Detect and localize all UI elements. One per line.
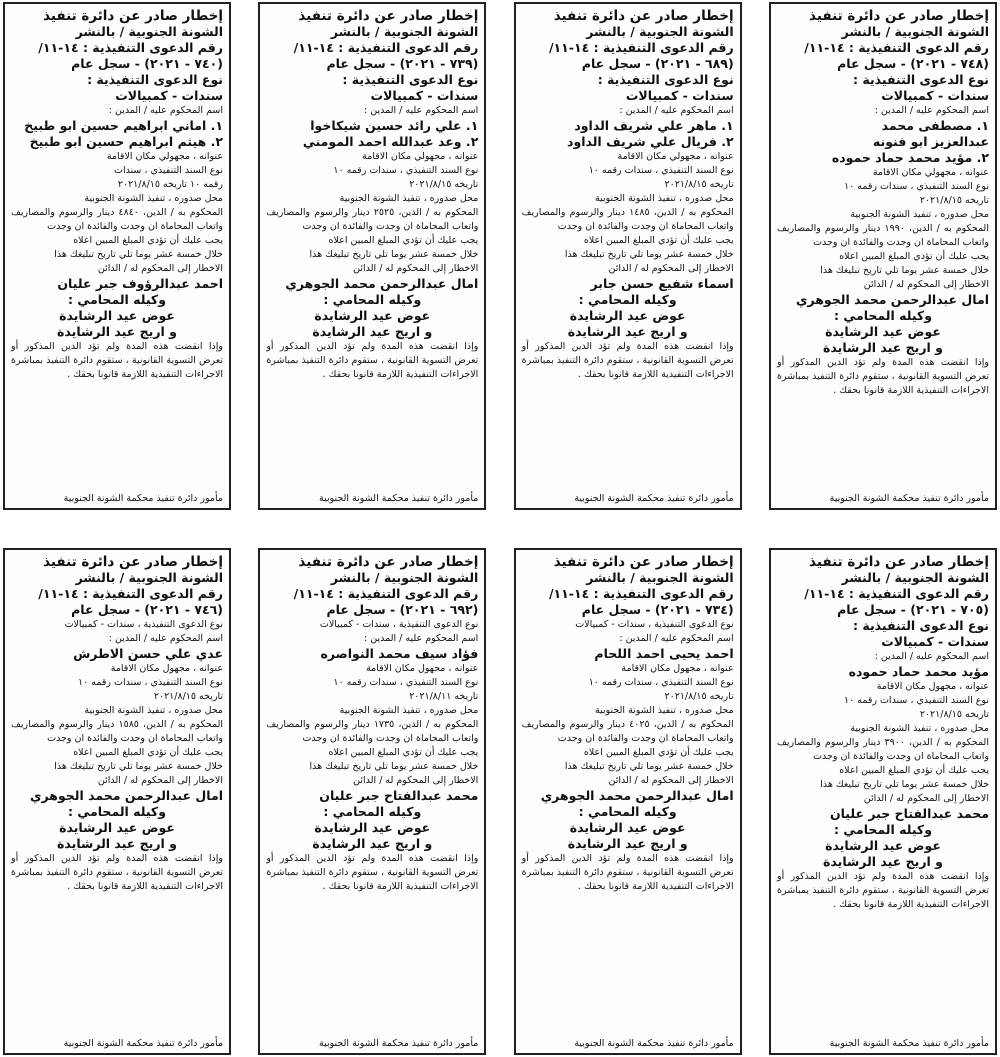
debtor-label: اسم المحكوم عليه / المدين : xyxy=(364,105,479,116)
debtor-address: عنوانه ، مجهول مكان الاقامة xyxy=(366,663,479,674)
signature-footer: مأمور دائرة تنفيذ محكمة الشونة الجنوبية xyxy=(829,493,989,504)
lawyer-name: و اريج عيد الرشايدة xyxy=(823,854,943,869)
debtor-label: اسم المحكوم عليه / المدين : xyxy=(619,633,734,644)
enforcement-warning: وإذا انقضت هذه المدة ولم تؤد الدين المذكور أو تعرض التسوية القانونية ، ستقوم دائرة التنفيذ بمباشرة الاجراءات التنفيذية اللازمة قانونا بحقك . xyxy=(521,853,734,892)
case-type-label: نوع الدعوى التنفيذية : xyxy=(853,72,989,87)
lawyer-name: و اريج عيد الرشايدة xyxy=(312,324,433,339)
lawyer-label: وكيله المحامي : xyxy=(68,804,166,819)
document-source: محل صدوره ، تنفيذ الشونة الجنوبية xyxy=(84,193,223,204)
lawyer-label: وكيله المحامي : xyxy=(578,804,677,819)
lawyer-label: وكيله المحامي : xyxy=(68,292,166,307)
card-spacer xyxy=(522,382,734,492)
lawyer-label: وكيله المحامي : xyxy=(833,308,932,323)
notice-court: الشونة الجنوبية / بالنشر xyxy=(75,570,223,585)
payment-deadline: خلال خمسة عشر يوما تلي تاريخ تبليغك هذا xyxy=(820,265,989,276)
payment-instruction: يجب عليك أن تؤدي المبلغ المبين اعلاه xyxy=(328,747,479,758)
case-type-label: نوع الدعوى التنفيذية : xyxy=(342,72,479,87)
case-number: رقم الدعوى التنفيذية : ١٤-١١/ xyxy=(38,586,223,601)
debtor-name: فؤاد سيف محمد النواصره xyxy=(320,646,479,661)
notice-title: إخطار صادر عن دائرة تنفيذ xyxy=(298,554,479,570)
case-type: سندات - كمبيالات xyxy=(115,88,223,103)
case-number: رقم الدعوى التنفيذية : ١٤-١١/ xyxy=(293,586,479,601)
case-type-label: نوع الدعوى التنفيذية : xyxy=(597,72,734,87)
debtor-address: عنوانه ، مجهولي مكان الاقامة xyxy=(362,151,479,162)
signature-footer: مأمور دائرة تنفيذ محكمة الشونة الجنوبية xyxy=(319,493,479,504)
document-date: تاريخه ٢٠٢١/٨/١٥ xyxy=(409,179,479,190)
creditor-label: الاخطار إلى المحكوم له / الدائن xyxy=(353,775,479,786)
signature-footer: مأمور دائرة تنفيذ محكمة الشونة الجنوبية xyxy=(574,1038,734,1049)
case-number: رقم الدعوى التنفيذية : ١٤-١١/ xyxy=(804,586,989,601)
notice-title: إخطار صادر عن دائرة تنفيذ xyxy=(553,554,734,570)
notice-card xyxy=(514,548,742,1055)
debtor-name: عبدالعزيز ابو فنونه xyxy=(872,134,989,149)
judgment-amount: المحكوم به / الدين، ١٤٨٥ دينار والرسوم والمصاريف واتعاب المحاماة ان وجدت والفائدة ان وجدت xyxy=(521,207,734,232)
case-year: (٧٣٤ - ٢٠٢١) - سجل عام xyxy=(581,602,734,617)
notice-court: الشونة الجنوبية / بالنشر xyxy=(75,24,223,39)
lawyer-label: وكيله المحامي : xyxy=(323,804,422,819)
document-source: محل صدوره ، تنفيذ الشونة الجنوبية xyxy=(595,193,734,204)
notice-card xyxy=(3,2,231,510)
document-type: نوع السند التنفيذي ، سندات رقمه ١٠ xyxy=(844,181,989,192)
signature-footer: مأمور دائرة تنفيذ محكمة الشونة الجنوبية xyxy=(829,1038,989,1049)
document-type: نوع السند التنفيذي ، سندات رقمه ١٠ xyxy=(333,165,479,176)
signature-footer: مأمور دائرة تنفيذ محكمة الشونة الجنوبية xyxy=(63,493,223,504)
card-spacer xyxy=(777,398,989,492)
creditor-label: الاخطار إلى المحكوم له / الدائن xyxy=(97,263,223,274)
lawyer-name: عوض عيد الرشايدة xyxy=(59,308,175,323)
document-type: نوع السند التنفيذي ، سندات رقمه ١٠ xyxy=(588,165,734,176)
document-source: محل صدوره ، تنفيذ الشونة الجنوبية xyxy=(850,723,989,734)
creditor-name: امال عبدالرحمن محمد الجوهري xyxy=(285,276,479,291)
debtor-address: عنوانه ، مجهولي مكان الاقامة xyxy=(106,151,223,162)
notice-court: الشونة الجنوبية / بالنشر xyxy=(330,570,479,585)
notice-title: إخطار صادر عن دائرة تنفيذ xyxy=(553,8,734,24)
creditor-name: محمد عبدالفتاح جبر عليان xyxy=(829,806,989,821)
notice-card xyxy=(3,548,231,1055)
document-source: محل صدوره ، تنفيذ الشونة الجنوبية xyxy=(339,193,479,204)
document-date: تاريخه ٢٠٢١/٨/١٥ xyxy=(919,195,989,206)
case-type: سندات - كمبيالات xyxy=(370,88,479,103)
debtor-address: عنوانه ، مجهول مكان الاقامة xyxy=(621,663,734,674)
creditor-label: الاخطار إلى المحكوم له / الدائن xyxy=(608,775,734,786)
payment-instruction: يجب عليك أن تؤدي المبلغ المبين اعلاه xyxy=(839,765,989,776)
notice-court: الشونة الجنوبية / بالنشر xyxy=(586,24,734,39)
case-type-label: نوع الدعوى التنفيذية : xyxy=(87,72,223,87)
payment-deadline: خلال خمسة عشر يوما تلي تاريخ تبليغك هذا xyxy=(564,249,734,260)
payment-deadline: خلال خمسة عشر يوما تلي تاريخ تبليغك هذا xyxy=(820,779,989,790)
case-number: رقم الدعوى التنفيذية : ١٤-١١/ xyxy=(548,586,734,601)
card-spacer xyxy=(11,382,223,492)
lawyer-label: وكيله المحامي : xyxy=(323,292,422,307)
case-year: (٧٤٠ - ٢٠٢١) - سجل عام xyxy=(71,56,223,71)
lawyer-name: عوض عيد الرشايدة xyxy=(314,308,431,323)
document-date: رقمه ١٠ تاريخه ٢٠٢١/٨/١٥ xyxy=(117,179,223,190)
enforcement-warning: وإذا انقضت هذه المدة ولم تؤد الدين المذكور أو تعرض التسوية القانونية ، ستقوم دائرة التنفيذ بمباشرة الاجراءات التنفيذية اللازمة قانونا بحقك . xyxy=(11,853,223,892)
document-date: تاريخه ٢٠٢١/٨/١٥ xyxy=(664,691,734,702)
debtor-name: احمد يحيى احمد اللحام xyxy=(594,646,734,661)
payment-deadline: خلال خمسة عشر يوما تلي تاريخ تبليغك هذا xyxy=(309,249,479,260)
lawyer-name: و اريج عيد الرشايدة xyxy=(312,836,433,851)
signature-footer: مأمور دائرة تنفيذ محكمة الشونة الجنوبية xyxy=(63,1038,223,1049)
payment-instruction: يجب عليك أن تؤدي المبلغ المبين اعلاه xyxy=(583,747,734,758)
creditor-label: الاخطار إلى المحكوم له / الدائن xyxy=(608,263,734,274)
debtor-name: مؤيد محمد حماد حموده xyxy=(848,664,989,679)
lawyer-name: و اريج عيد الرشايدة xyxy=(567,324,688,339)
enforcement-warning: وإذا انقضت هذه المدة ولم تؤد الدين المذكور أو تعرض التسوية القانونية ، ستقوم دائرة التنفيذ بمباشرة الاجراءات التنفيذية اللازمة قانونا بحقك . xyxy=(776,357,989,396)
debtor-name: عدي علي حسن الاطرش xyxy=(73,646,223,661)
debtor-name: ١. ماهر علي شريف الداود xyxy=(574,118,734,133)
document-date: تاريخه ٢٠٢١/٨/١٥ xyxy=(664,179,734,190)
debtor-name: ٢. فريال علي شريف الداود xyxy=(567,134,734,149)
debtor-address: عنوانه ، مجهول مكان الاقامة xyxy=(110,663,223,674)
lawyer-name: عوض عيد الرشايدة xyxy=(314,820,431,835)
lawyer-name: عوض عيد الرشايدة xyxy=(569,308,686,323)
debtor-label: اسم المحكوم عليه / المدين : xyxy=(619,105,734,116)
document-source: محل صدوره ، تنفيذ الشونة الجنوبية xyxy=(339,705,479,716)
creditor-name: احمد عبدالرؤوف جبر عليان xyxy=(57,276,223,291)
document-source: محل صدوره ، تنفيذ الشونة الجنوبية xyxy=(595,705,734,716)
case-type: سندات - كمبيالات xyxy=(881,88,989,103)
card-spacer xyxy=(266,382,478,492)
debtor-name: ١. اماني ابراهيم حسين ابو طبيخ xyxy=(24,118,223,133)
document-date: تاريخه ٢٠٢١/٨/١١ xyxy=(409,691,479,702)
case-type-label: نوع الدعوى التنفيذية ، سندات - كمبيالات xyxy=(319,619,479,630)
case-type: سندات - كمبيالات xyxy=(881,634,989,649)
creditor-name: امال عبدالرحمن محمد الجوهري xyxy=(540,788,734,803)
creditor-label: الاخطار إلى المحكوم له / الدائن xyxy=(97,775,223,786)
debtor-address: عنوانه ، مجهول مكان الاقامة xyxy=(876,681,989,692)
payment-deadline: خلال خمسة عشر يوما تلي تاريخ تبليغك هذا xyxy=(309,761,479,772)
payment-instruction: يجب عليك أن تؤدي المبلغ المبين اعلاه xyxy=(583,235,734,246)
lawyer-name: و اريج عيد الرشايدة xyxy=(57,324,177,339)
creditor-label: الاخطار إلى المحكوم له / الدائن xyxy=(353,263,479,274)
payment-instruction: يجب عليك أن تؤدي المبلغ المبين اعلاه xyxy=(328,235,479,246)
document-type: نوع السند التنفيذي ، سندات رقمه ١٠ xyxy=(78,677,223,688)
enforcement-warning: وإذا انقضت هذه المدة ولم تؤد الدين المذكور أو تعرض التسوية القانونية ، ستقوم دائرة التنفيذ بمباشرة الاجراءات التنفيذية اللازمة قانونا بحقك . xyxy=(266,341,479,380)
creditor-label: الاخطار إلى المحكوم له / الدائن xyxy=(863,793,989,804)
enforcement-warning: وإذا انقضت هذه المدة ولم تؤد الدين المذكور أو تعرض التسوية القانونية ، ستقوم دائرة التنفيذ بمباشرة الاجراءات التنفيذية اللازمة قانونا بحقك . xyxy=(521,341,734,380)
enforcement-warning: وإذا انقضت هذه المدة ولم تؤد الدين المذكور أو تعرض التسوية القانونية ، ستقوم دائرة التنفيذ بمباشرة الاجراءات التنفيذية اللازمة قانونا بحقك . xyxy=(11,341,223,380)
document-type: نوع السند التنفيذي ، سندات xyxy=(114,165,223,176)
debtor-address: عنوانه ، مجهولي مكان الاقامة xyxy=(617,151,734,162)
debtor-label: اسم المحكوم عليه / المدين : xyxy=(108,105,223,116)
case-year: (٧٣٩ - ٢٠٢١) - سجل عام xyxy=(326,56,479,71)
notice-court: الشونة الجنوبية / بالنشر xyxy=(586,570,734,585)
card-spacer xyxy=(522,894,734,1037)
case-year: (٦٩٢ - ٢٠٢١) - سجل عام xyxy=(326,602,479,617)
judgment-amount: المحكوم به / الدين، ٣٩٠٠ دينار والرسوم والمصاريف واتعاب المحاماة ان وجدت والفائدة ان وجدت xyxy=(776,737,989,762)
case-year: (٧٤٦ - ٢٠٢١) - سجل عام xyxy=(71,602,223,617)
payment-deadline: خلال خمسة عشر يوما تلي تاريخ تبليغك هذا xyxy=(54,761,223,772)
lawyer-name: و اريج عيد الرشايدة xyxy=(823,340,943,355)
lawyer-label: وكيله المحامي : xyxy=(578,292,677,307)
judgment-amount: المحكوم به / الدين، ١٩٩٠ دينار والرسوم والمصاريف واتعاب المحاماة ان وجدت والفائدة ان وجدت xyxy=(776,223,989,248)
judgment-amount: المحكوم به / الدين، ٤٨٤٠ دينار والرسوم والمصاريف واتعاب المحاماة ان وجدت والفائدة ان وجدت xyxy=(11,207,223,232)
card-spacer xyxy=(11,894,223,1037)
row-divider xyxy=(0,512,1000,546)
document-source: محل صدوره ، تنفيذ الشونة الجنوبية xyxy=(84,705,223,716)
payment-instruction: يجب عليك أن تؤدي المبلغ المبين اعلاه xyxy=(73,235,223,246)
lawyer-name: عوض عيد الرشايدة xyxy=(59,820,175,835)
debtor-label: اسم المحكوم عليه / المدين : xyxy=(108,633,223,644)
case-number: رقم الدعوى التنفيذية : ١٤-١١/ xyxy=(38,40,223,55)
creditor-name: امال عبدالرحمن محمد الجوهري xyxy=(30,788,223,803)
debtor-label: اسم المحكوم عليه / المدين : xyxy=(874,105,989,116)
notice-card xyxy=(769,548,997,1055)
document-date: تاريخه ٢٠٢١/٨/١٥ xyxy=(153,691,223,702)
debtor-name: ١. مصطفى محمد xyxy=(881,118,989,133)
lawyer-name: عوض عيد الرشايدة xyxy=(569,820,686,835)
creditor-name: محمد عبدالفتاح جبر عليان xyxy=(319,788,479,803)
signature-footer: مأمور دائرة تنفيذ محكمة الشونة الجنوبية xyxy=(574,493,734,504)
document-type: نوع السند التنفيذي ، سندات رقمه ١٠ xyxy=(844,695,989,706)
lawyer-label: وكيله المحامي : xyxy=(833,822,932,837)
document-type: نوع السند التنفيذي ، سندات رقمه ١٠ xyxy=(588,677,734,688)
debtor-label: اسم المحكوم عليه / المدين : xyxy=(364,633,479,644)
payment-deadline: خلال خمسة عشر يوما تلي تاريخ تبليغك هذا xyxy=(54,249,223,260)
notices-row-top xyxy=(0,2,1000,510)
case-year: (٦٨٩ - ٢٠٢١) - سجل عام xyxy=(581,56,734,71)
debtor-label: اسم المحكوم عليه / المدين : xyxy=(874,651,989,662)
creditor-name: اسماء شفيع حسن جابر xyxy=(590,276,734,291)
case-number: رقم الدعوى التنفيذية : ١٤-١١/ xyxy=(804,40,989,55)
card-spacer xyxy=(266,894,478,1037)
creditor-name: امال عبدالرحمن محمد الجوهري xyxy=(796,292,989,307)
judgment-amount: المحكوم به / الدين، ٤٠٢٥ دينار والرسوم والمصاريف واتعاب المحاماة ان وجدت والفائدة ان وجدت xyxy=(521,719,734,744)
judgment-amount: المحكوم به / الدين، ١٧٣٥ دينار والرسوم والمصاريف واتعاب المحاماة ان وجدت والفائدة ان وجدت xyxy=(266,719,479,744)
payment-deadline: خلال خمسة عشر يوما تلي تاريخ تبليغك هذا xyxy=(564,761,734,772)
debtor-name: ١. علي رائد حسين شيكاخوا xyxy=(310,118,479,133)
case-number: رقم الدعوى التنفيذية : ١٤-١١/ xyxy=(548,40,734,55)
case-type-label: نوع الدعوى التنفيذية ، سندات - كمبيالات xyxy=(64,619,223,630)
judgment-amount: المحكوم به / الدين، ١٥٨٥ دينار والرسوم والمصاريف واتعاب المحاماة ان وجدت والفائدة ان وجدت xyxy=(11,719,223,744)
card-spacer xyxy=(777,912,989,1037)
payment-instruction: يجب عليك أن تؤدي المبلغ المبين اعلاه xyxy=(73,747,223,758)
case-number: رقم الدعوى التنفيذية : ١٤-١١/ xyxy=(293,40,479,55)
lawyer-name: عوض عيد الرشايدة xyxy=(825,838,941,853)
enforcement-warning: وإذا انقضت هذه المدة ولم تؤد الدين المذكور أو تعرض التسوية القانونية ، ستقوم دائرة التنفيذ بمباشرة الاجراءات التنفيذية اللازمة قانونا بحقك . xyxy=(776,871,989,910)
lawyer-name: و اريج عيد الرشايدة xyxy=(567,836,688,851)
notice-court: الشونة الجنوبية / بالنشر xyxy=(841,24,989,39)
notice-title: إخطار صادر عن دائرة تنفيذ xyxy=(809,8,989,24)
case-year: (٧٤٨ - ٢٠٢١) - سجل عام xyxy=(837,56,989,71)
document-date: تاريخه ٢٠٢١/٨/١٥ xyxy=(919,709,989,720)
lawyer-name: و اريج عيد الرشايدة xyxy=(57,836,177,851)
notice-court: الشونة الجنوبية / بالنشر xyxy=(330,24,479,39)
notice-card xyxy=(514,2,742,510)
notice-title: إخطار صادر عن دائرة تنفيذ xyxy=(43,554,223,570)
notice-court: الشونة الجنوبية / بالنشر xyxy=(841,570,989,585)
notice-title: إخطار صادر عن دائرة تنفيذ xyxy=(298,8,479,24)
case-type: سندات - كمبيالات xyxy=(625,88,734,103)
debtor-name: ٢. مؤيد محمد حماد حموده xyxy=(831,150,989,165)
signature-footer: مأمور دائرة تنفيذ محكمة الشونة الجنوبية xyxy=(319,1038,479,1049)
case-type-label: نوع الدعوى التنفيذية : xyxy=(853,618,989,633)
enforcement-warning: وإذا انقضت هذه المدة ولم تؤد الدين المذكور أو تعرض التسوية القانونية ، ستقوم دائرة التنفيذ بمباشرة الاجراءات التنفيذية اللازمة قانونا بحقك . xyxy=(266,853,479,892)
notices-row-bottom xyxy=(0,548,1000,1055)
document-type: نوع السند التنفيذي ، سندات رقمه ١٠ xyxy=(333,677,479,688)
judgment-amount: المحكوم به / الدين، ٢٥٢٥ دينار والرسوم والمصاريف واتعاب المحاماة ان وجدت والفائدة ان وجدت xyxy=(266,207,479,232)
case-year: (٧٠٥ - ٢٠٢١) - سجل عام xyxy=(837,602,989,617)
debtor-name: ٢. وعد عبدالله احمد المومني xyxy=(302,134,479,149)
notice-title: إخطار صادر عن دائرة تنفيذ xyxy=(809,554,989,570)
creditor-label: الاخطار إلى المحكوم له / الدائن xyxy=(863,279,989,290)
notice-card xyxy=(258,548,486,1055)
notice-title: إخطار صادر عن دائرة تنفيذ xyxy=(43,8,223,24)
notice-card xyxy=(258,2,486,510)
document-source: محل صدوره ، تنفيذ الشونة الجنوبية xyxy=(850,209,989,220)
debtor-address: عنوانه ، مجهولي مكان الاقامة xyxy=(872,167,989,178)
lawyer-name: عوض عيد الرشايدة xyxy=(825,324,941,339)
case-type-label: نوع الدعوى التنفيذية ، سندات - كمبيالات xyxy=(575,619,734,630)
notice-card xyxy=(769,2,997,510)
debtor-name: ٢. هيثم ابراهيم حسين ابو طبيخ xyxy=(29,134,223,149)
payment-instruction: يجب عليك أن تؤدي المبلغ المبين اعلاه xyxy=(839,251,989,262)
